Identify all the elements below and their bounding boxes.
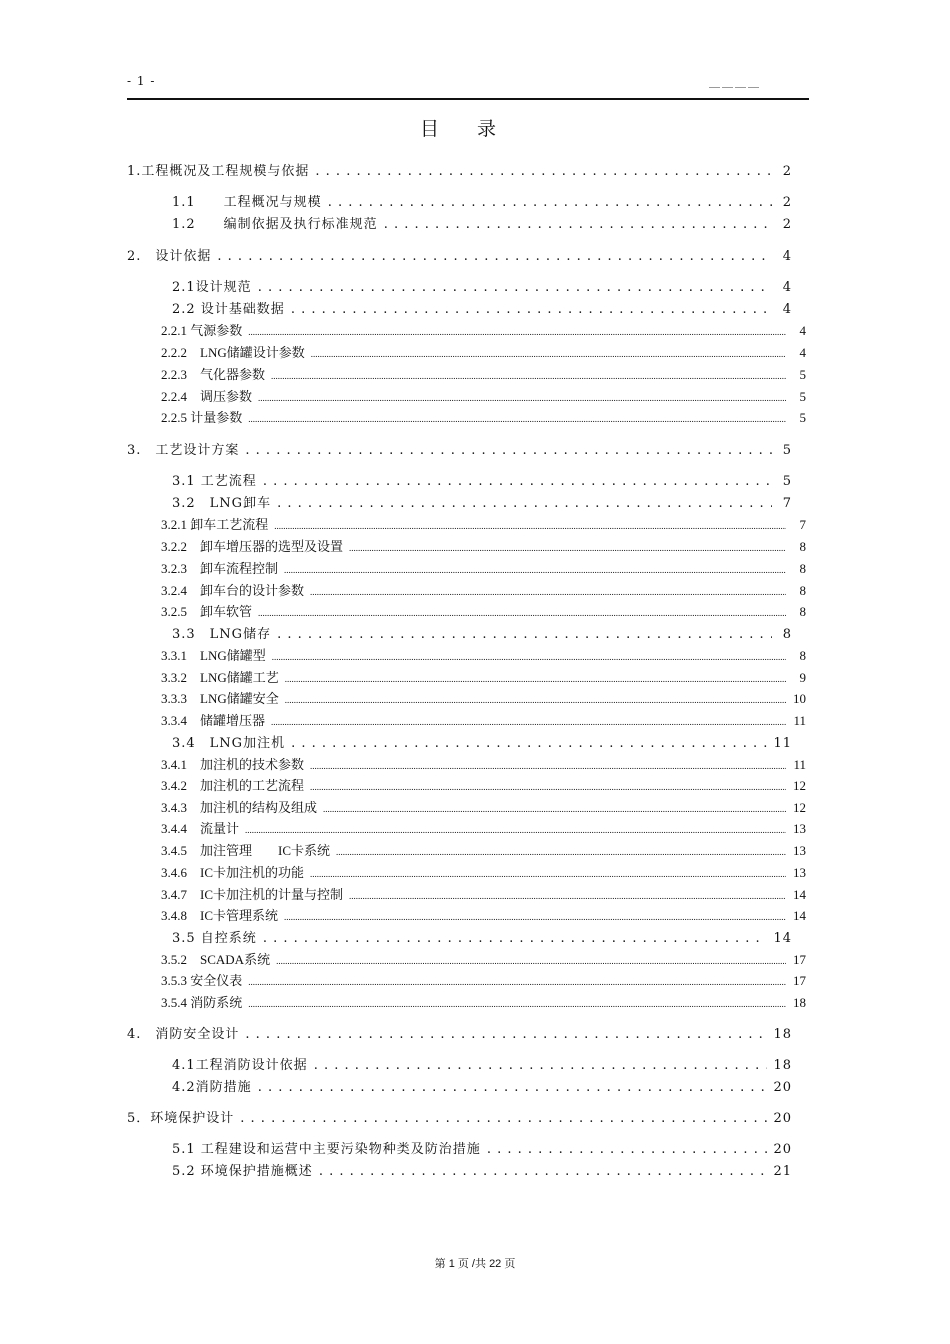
toc-label: 3.2.2 卸车增压器的选型及设置 xyxy=(161,539,344,554)
dot-leader xyxy=(217,249,772,264)
toc-entry-4[interactable] xyxy=(127,1023,792,1042)
page-footer xyxy=(0,1255,950,1271)
toc-page: 13 xyxy=(793,821,806,836)
dot-leader xyxy=(277,627,772,642)
toc-entry-1-1[interactable] xyxy=(172,191,792,210)
toc-label: 5．环境保护设计 xyxy=(127,1111,235,1126)
toc-label: 3.2 LNG卸车 xyxy=(172,496,272,511)
toc-entry-3-3-4[interactable] xyxy=(161,710,806,729)
toc-page: 20 xyxy=(773,1111,792,1126)
toc-entry-4-2[interactable] xyxy=(172,1076,792,1095)
toc-page: 4 xyxy=(782,302,792,317)
page-header xyxy=(127,74,809,98)
toc-entry-3-1[interactable] xyxy=(172,470,792,489)
dot-leader xyxy=(291,736,767,751)
toc-label: 2.2.5 计量参数 xyxy=(161,410,243,425)
toc-entry-3-5-2[interactable] xyxy=(161,949,806,968)
dot-leader xyxy=(248,323,786,339)
header-rule xyxy=(127,98,809,100)
toc-page: 4 xyxy=(799,323,806,338)
toc-entry-2-2-2[interactable] xyxy=(161,342,806,361)
toc-entry-5-1[interactable] xyxy=(172,1138,792,1157)
toc-entry-5-2[interactable] xyxy=(172,1160,792,1179)
toc-page: 2 xyxy=(782,195,792,210)
dot-leader xyxy=(258,280,772,295)
toc-page: 5 xyxy=(799,389,806,404)
dot-leader xyxy=(263,474,772,489)
footer-mid: 页 /共 xyxy=(457,1258,486,1270)
toc-label: 3.4.2 加注机的工艺流程 xyxy=(161,778,305,793)
dot-leader xyxy=(487,1142,768,1157)
dot-leader xyxy=(310,778,786,794)
toc-label: 2.1设计规范 xyxy=(172,280,252,295)
toc-page: 8 xyxy=(799,539,806,554)
toc-entry-3-4-6[interactable] xyxy=(161,862,806,881)
dot-leader xyxy=(323,800,786,816)
toc-label: 3.4.3 加注机的结构及组成 xyxy=(161,800,318,815)
toc-entry-3-3-1[interactable] xyxy=(161,645,806,664)
dot-leader xyxy=(384,217,772,232)
toc-entry-3-2-2[interactable] xyxy=(161,536,806,555)
toc-entry-5[interactable] xyxy=(127,1107,792,1126)
toc-label: 3.5.3 安全仪表 xyxy=(161,973,243,988)
footer-suffix: 页 xyxy=(504,1258,516,1270)
toc-entry-2-2-3[interactable] xyxy=(161,364,806,383)
toc-label: 3.3.2 LNG储罐工艺 xyxy=(161,670,279,685)
toc-page: 5 xyxy=(799,367,806,382)
dot-leader xyxy=(349,887,786,903)
dot-leader xyxy=(311,345,786,361)
footer-prefix: 第 xyxy=(434,1258,446,1270)
toc-label: 5.1 工程建设和运营中主要污染物种类及防治措施 xyxy=(172,1142,481,1157)
toc-label: 3.4.7 IC卡加注机的计量与控制 xyxy=(161,887,344,902)
toc-entry-2-2[interactable] xyxy=(172,298,792,317)
dot-leader xyxy=(274,517,786,533)
toc-page: 13 xyxy=(793,843,806,858)
dot-leader xyxy=(277,496,772,511)
toc-page: 18 xyxy=(773,1058,792,1073)
footer-page: 1 xyxy=(448,1258,455,1270)
toc-entry-3-2-4[interactable] xyxy=(161,580,806,599)
toc-entry-3-2-1[interactable] xyxy=(161,514,806,533)
toc-label: 3.2.4 卸车台的设计参数 xyxy=(161,583,305,598)
toc-page: 17 xyxy=(793,973,806,988)
toc-label: 2. 设计依据 xyxy=(127,249,212,264)
toc-entry-2-2-4[interactable] xyxy=(161,386,806,405)
toc-page: 5 xyxy=(799,410,806,425)
dot-leader xyxy=(349,539,786,555)
dot-leader xyxy=(314,1058,768,1073)
dot-leader xyxy=(240,1111,767,1126)
dot-leader xyxy=(271,367,786,383)
toc-label: 3.2.3 卸车流程控制 xyxy=(161,561,279,576)
toc-label: 3.4.1 加注机的技术参数 xyxy=(161,757,305,772)
toc-label: 3.5 自控系统 xyxy=(172,931,257,946)
toc-label: 3.2.5 卸车软管 xyxy=(161,604,253,619)
dot-leader xyxy=(285,670,786,686)
dot-leader xyxy=(245,1027,767,1042)
footer-total: 22 xyxy=(489,1258,502,1270)
toc-entry-2-2-5[interactable] xyxy=(161,407,806,426)
toc-entry-3[interactable] xyxy=(127,439,792,458)
toc-entry-3-4[interactable] xyxy=(172,732,792,751)
toc-label: 3.4 LNG加注机 xyxy=(172,736,286,751)
toc-page: 17 xyxy=(793,952,806,967)
toc-page: 4 xyxy=(782,280,792,295)
toc-page: 12 xyxy=(793,800,806,815)
toc-page: 2 xyxy=(782,164,792,179)
toc-page: 2 xyxy=(782,217,792,232)
toc-entry-3-2-3[interactable] xyxy=(161,558,806,577)
dot-leader xyxy=(291,302,772,317)
toc-entry-3-5-4[interactable] xyxy=(161,992,806,1011)
toc-label: 2.2.2 LNG储罐设计参数 xyxy=(161,345,305,360)
toc-page: 8 xyxy=(799,561,806,576)
toc-page: 11 xyxy=(793,757,806,772)
page-number: - 1 - xyxy=(127,74,156,88)
toc-page: 5 xyxy=(782,474,792,489)
toc-entry-3-4-4[interactable] xyxy=(161,818,806,837)
toc-entry-1[interactable] xyxy=(127,160,792,179)
toc-entry-3-2-5[interactable] xyxy=(161,601,806,620)
dot-leader xyxy=(336,843,786,859)
dot-leader xyxy=(248,995,786,1011)
toc-page: 20 xyxy=(773,1142,792,1157)
toc-page: 10 xyxy=(793,691,806,706)
page-title: 目录 xyxy=(420,118,535,140)
toc-page: 18 xyxy=(773,1027,792,1042)
dot-leader xyxy=(310,757,786,773)
toc-page: 12 xyxy=(793,778,806,793)
dot-leader xyxy=(328,195,772,210)
toc-label: 2.2.1 气源参数 xyxy=(161,323,243,338)
toc-label: 3.2.1 卸车工艺流程 xyxy=(161,517,269,532)
toc-entry-3-2[interactable] xyxy=(172,492,792,511)
toc-page: 7 xyxy=(782,496,792,511)
dot-leader xyxy=(258,1080,768,1095)
dot-leader xyxy=(319,1164,768,1179)
header-mark: ＿＿＿＿ xyxy=(709,76,761,89)
toc-entry-3-3[interactable] xyxy=(172,623,792,642)
toc-page: 8 xyxy=(782,627,792,642)
toc-label: 3.5.2 SCADA系统 xyxy=(161,952,271,967)
toc-entry-3-5[interactable] xyxy=(172,927,792,946)
toc-label: 1.1 工程概况与规模 xyxy=(172,195,322,210)
toc-label: 3.4.8 IC卡管理系统 xyxy=(161,908,279,923)
toc-page: 11 xyxy=(793,713,806,728)
toc-label: 3. 工艺设计方案 xyxy=(127,443,240,458)
toc-label: 3.1 工艺流程 xyxy=(172,474,257,489)
toc-label: 1.2 编制依据及执行标准规范 xyxy=(172,217,378,232)
dot-leader xyxy=(258,389,786,405)
dot-leader xyxy=(248,410,786,426)
dot-leader xyxy=(271,713,786,729)
toc-page: 21 xyxy=(773,1164,792,1179)
toc-entry-1-2[interactable] xyxy=(172,213,792,232)
dot-leader xyxy=(258,604,786,620)
toc-page: 4 xyxy=(799,345,806,360)
toc-entry-2[interactable] xyxy=(127,245,792,264)
toc-page: 9 xyxy=(799,670,806,685)
dot-leader xyxy=(276,952,786,968)
toc-label: 3.4.4 流量计 xyxy=(161,821,240,836)
toc-label: 2.2.4 调压参数 xyxy=(161,389,253,404)
toc-label: 3.3.3 LNG储罐安全 xyxy=(161,691,279,706)
dot-leader xyxy=(284,908,786,924)
toc-label: 3.3 LNG储存 xyxy=(172,627,272,642)
dot-leader xyxy=(263,931,768,946)
toc-page: 7 xyxy=(799,517,806,532)
toc-page: 8 xyxy=(799,604,806,619)
dot-leader xyxy=(315,164,772,179)
toc-page: 13 xyxy=(793,865,806,880)
toc-page: 8 xyxy=(799,583,806,598)
toc-page: 20 xyxy=(773,1080,792,1095)
toc-entry-3-4-5[interactable] xyxy=(161,840,806,859)
toc-label: 4. 消防安全设计 xyxy=(127,1027,240,1042)
toc-label: 2.2.3 气化器参数 xyxy=(161,367,266,382)
toc-label: 2.2 设计基础数据 xyxy=(172,302,285,317)
toc-page: 11 xyxy=(773,736,792,751)
dot-leader xyxy=(245,443,772,458)
toc-entry-3-5-3[interactable] xyxy=(161,970,806,989)
toc-entry-2-1[interactable] xyxy=(172,276,792,295)
toc-page: 14 xyxy=(773,931,792,946)
dot-leader xyxy=(245,821,786,837)
toc-entry-3-4-8[interactable] xyxy=(161,905,806,924)
toc-page: 14 xyxy=(793,908,806,923)
toc-label: 3.3.1 LNG储罐型 xyxy=(161,648,266,663)
toc-page: 4 xyxy=(782,249,792,264)
toc-label: 3.5.4 消防系统 xyxy=(161,995,243,1010)
toc-entry-3-3-2[interactable] xyxy=(161,667,806,686)
toc-label: 4.2消防措施 xyxy=(172,1080,252,1095)
toc-label: 5.2 环境保护措施概述 xyxy=(172,1164,313,1179)
dot-leader xyxy=(285,691,786,707)
toc-entry-4-1[interactable] xyxy=(172,1054,792,1073)
dot-leader xyxy=(310,865,786,881)
toc-entry-3-3-3[interactable] xyxy=(161,688,806,707)
toc-page: 18 xyxy=(793,995,806,1010)
toc-label: 4.1工程消防设计依据 xyxy=(172,1058,308,1073)
toc-page: 8 xyxy=(799,648,806,663)
toc-label: 3.3.4 储罐增压器 xyxy=(161,713,266,728)
toc-label: 1.工程概况及工程规模与依据 xyxy=(127,164,310,179)
toc-entry-3-4-3[interactable] xyxy=(161,797,806,816)
toc-entry-2-2-1[interactable] xyxy=(161,320,806,339)
toc-label: 3.4.5 加注管理 IC卡系统 xyxy=(161,843,331,858)
dot-leader xyxy=(272,648,786,664)
toc-entry-3-4-1[interactable] xyxy=(161,754,806,773)
toc-page: 14 xyxy=(793,887,806,902)
toc-label: 3.4.6 IC卡加注机的功能 xyxy=(161,865,305,880)
toc-page: 5 xyxy=(782,443,792,458)
dot-leader xyxy=(284,561,786,577)
toc-entry-3-4-2[interactable] xyxy=(161,775,806,794)
dot-leader xyxy=(248,973,786,989)
toc-entry-3-4-7[interactable] xyxy=(161,884,806,903)
dot-leader xyxy=(310,583,786,599)
